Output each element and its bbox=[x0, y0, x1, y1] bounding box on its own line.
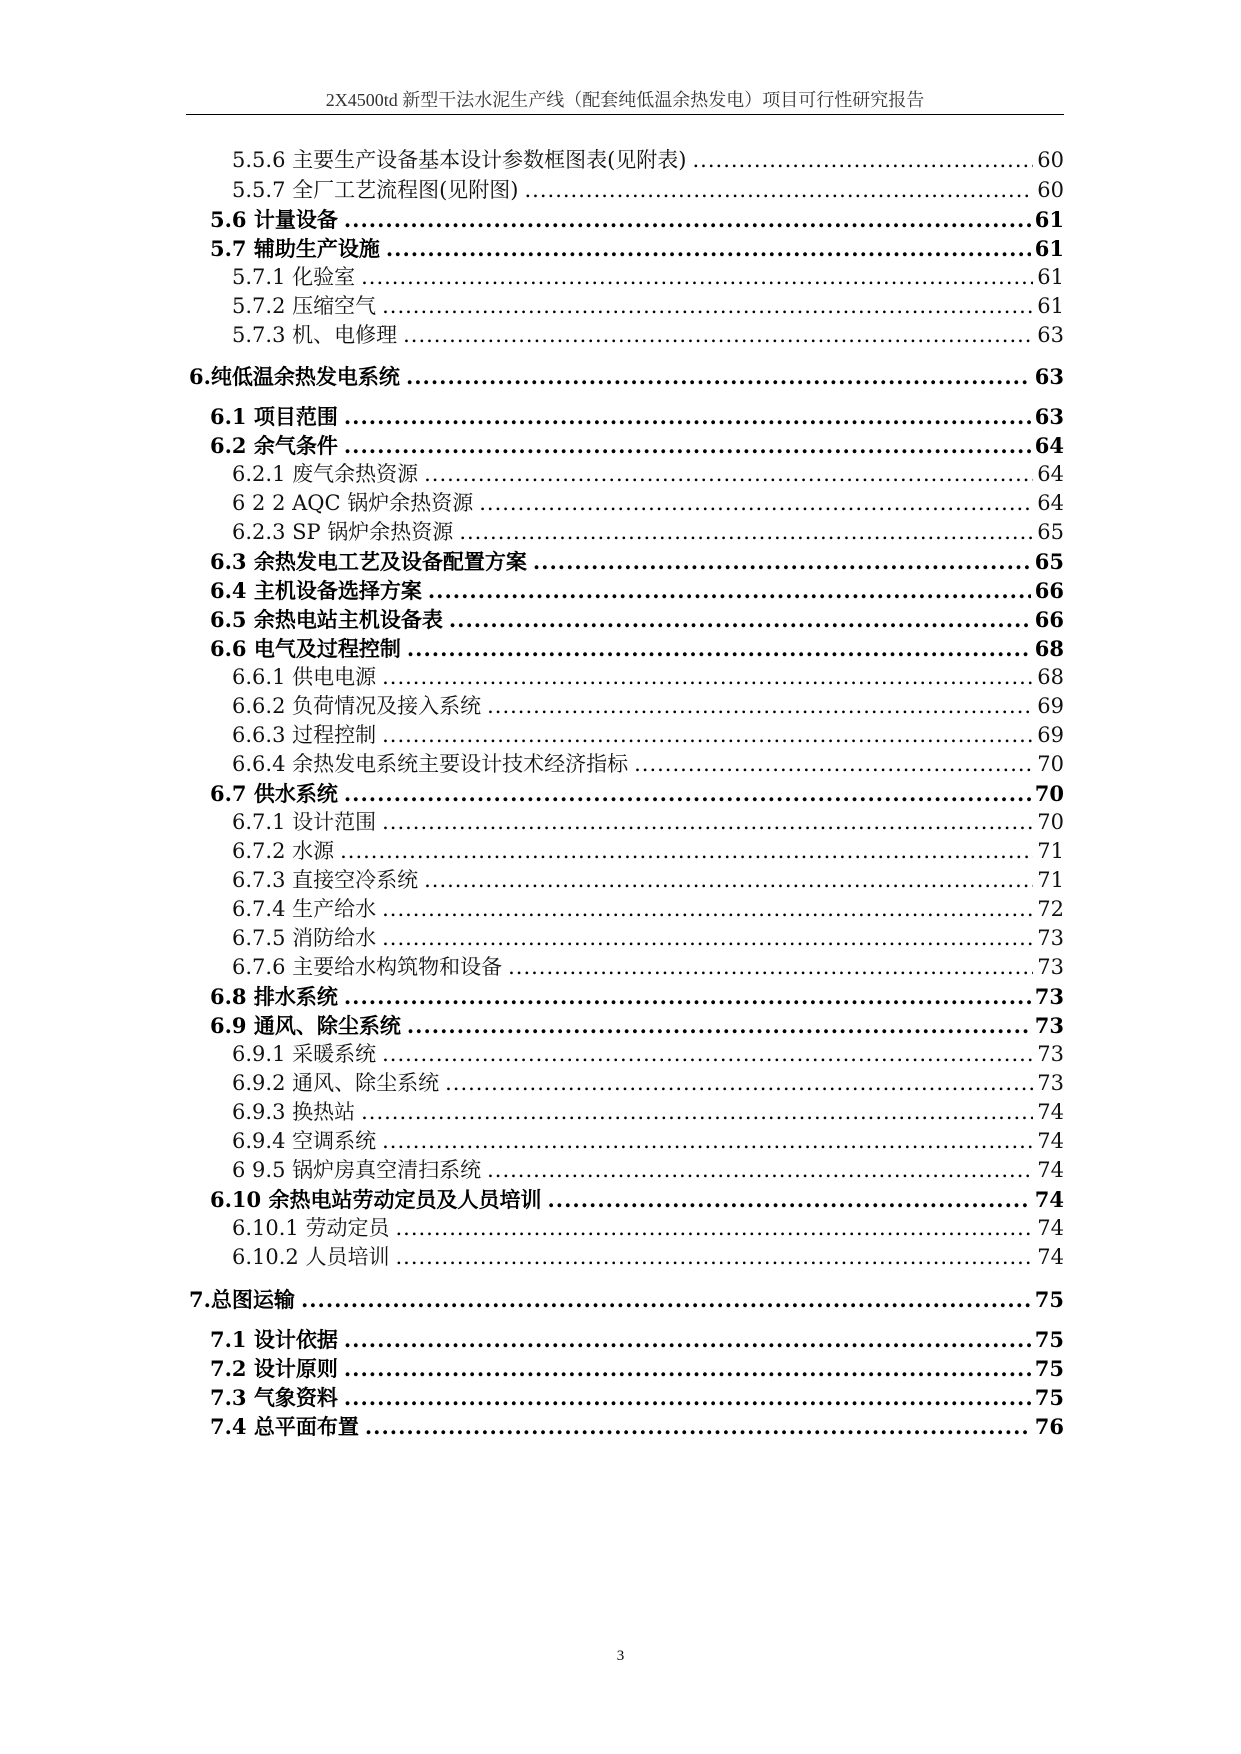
dot-leader bbox=[382, 1131, 1033, 1152]
dot-leader bbox=[340, 841, 1033, 862]
dot-leader bbox=[445, 1073, 1033, 1094]
toc-entry-page: 72 bbox=[1037, 897, 1064, 921]
toc-entry-label: 6.2 余气条件 bbox=[210, 433, 338, 458]
toc-entry-page: 73 bbox=[1037, 955, 1064, 979]
toc-entry-page: 75 bbox=[1034, 1356, 1064, 1381]
dot-leader bbox=[382, 667, 1033, 688]
toc-entry[interactable] bbox=[232, 1131, 1064, 1152]
toc-entry-page: 63 bbox=[1034, 404, 1064, 429]
toc-entry-page: 71 bbox=[1037, 868, 1064, 892]
page-number: 3 bbox=[616, 1648, 625, 1664]
dot-leader bbox=[403, 325, 1033, 346]
toc-entry-page: 63 bbox=[1034, 364, 1064, 389]
toc-entry-label: 6.8 排水系统 bbox=[210, 984, 338, 1009]
toc-entry[interactable] bbox=[189, 1289, 1064, 1310]
toc-entry-label: 5.7.1 化验室 bbox=[232, 265, 356, 289]
toc-entry-label: 5.5.6 主要生产设备基本设计参数框图表(见附表) bbox=[232, 148, 687, 172]
toc-entry[interactable] bbox=[210, 406, 1064, 427]
toc-entry-page: 61 bbox=[1034, 236, 1064, 261]
toc-entry-page: 66 bbox=[1034, 578, 1064, 603]
toc-entry[interactable] bbox=[232, 325, 1064, 346]
toc-entry-page: 74 bbox=[1037, 1100, 1064, 1124]
dot-leader bbox=[487, 1160, 1033, 1181]
toc-entry[interactable] bbox=[210, 638, 1064, 659]
dot-leader bbox=[395, 1218, 1033, 1239]
toc-entry[interactable] bbox=[232, 812, 1064, 833]
toc-entry-page: 61 bbox=[1037, 294, 1064, 318]
toc-entry-label: 6.1 项目范围 bbox=[210, 404, 338, 429]
toc-entry-label: 6.7.1 设计范围 bbox=[232, 810, 377, 834]
toc-entry[interactable] bbox=[232, 150, 1064, 171]
toc-entry-page: 66 bbox=[1034, 607, 1064, 632]
dot-leader bbox=[382, 296, 1033, 317]
dot-leader bbox=[479, 493, 1033, 514]
toc-entry-label: 6.9.1 采暖系统 bbox=[232, 1042, 377, 1066]
toc-entry-label: 5.7 辅助生产设施 bbox=[210, 236, 380, 261]
dot-leader bbox=[344, 986, 1031, 1007]
toc-entry[interactable] bbox=[232, 928, 1064, 949]
toc-entry-page: 69 bbox=[1037, 694, 1064, 718]
toc-entry-label: 6.2.1 废气余热资源 bbox=[232, 462, 419, 486]
dot-leader bbox=[365, 1416, 1031, 1437]
toc-entry[interactable] bbox=[210, 209, 1064, 230]
dot-leader bbox=[344, 783, 1031, 804]
toc-entry[interactable] bbox=[210, 986, 1064, 1007]
dot-leader bbox=[407, 1015, 1031, 1036]
toc-entry[interactable] bbox=[232, 1218, 1064, 1239]
toc-entry[interactable] bbox=[232, 296, 1064, 317]
toc-entry-label: 5.5.7 全厂工艺流程图(见附图) bbox=[232, 178, 519, 202]
dot-leader bbox=[424, 870, 1033, 891]
toc-entry-page: 75 bbox=[1034, 1287, 1064, 1312]
toc-entry-page: 70 bbox=[1037, 752, 1064, 776]
toc-entry[interactable] bbox=[232, 667, 1064, 688]
toc-entry-label: 6.7.4 生产给水 bbox=[232, 897, 377, 921]
dot-leader bbox=[487, 696, 1033, 717]
toc-entry-page: 65 bbox=[1037, 520, 1064, 544]
toc-entry[interactable] bbox=[210, 1387, 1064, 1408]
toc-entry-label: 6.7.5 消防给水 bbox=[232, 926, 377, 950]
toc-entry-label: 6.6.1 供电电源 bbox=[232, 665, 377, 689]
toc-entry-page: 76 bbox=[1034, 1414, 1064, 1439]
dot-leader bbox=[344, 209, 1031, 230]
toc-entry[interactable] bbox=[210, 1329, 1064, 1350]
dot-leader bbox=[525, 180, 1034, 201]
toc-entry-page: 69 bbox=[1037, 723, 1064, 747]
toc-entry[interactable] bbox=[232, 522, 1064, 543]
toc-entry-label: 7.2 设计原则 bbox=[210, 1356, 338, 1381]
toc-entry[interactable] bbox=[232, 1044, 1064, 1065]
toc-entry-label: 6.5 余热电站主机设备表 bbox=[210, 607, 443, 632]
toc-entry-label: 7.3 气象资料 bbox=[210, 1385, 338, 1410]
toc-entry[interactable] bbox=[210, 580, 1064, 601]
toc-entry[interactable] bbox=[210, 783, 1064, 804]
dot-leader bbox=[344, 435, 1031, 456]
toc-entry-label: 6.7 供水系统 bbox=[210, 781, 338, 806]
toc-entry-page: 64 bbox=[1037, 491, 1064, 515]
toc-entry-page: 71 bbox=[1037, 839, 1064, 863]
toc-entry[interactable] bbox=[210, 1358, 1064, 1379]
dot-leader bbox=[382, 928, 1033, 949]
toc-entry-label: 6.10 余热电站劳动定员及人员培训 bbox=[210, 1187, 542, 1212]
dot-leader bbox=[382, 1044, 1033, 1065]
toc-entry[interactable] bbox=[232, 493, 1064, 514]
toc-entry[interactable] bbox=[232, 754, 1064, 775]
toc-entry[interactable] bbox=[210, 609, 1064, 630]
dot-leader bbox=[386, 238, 1031, 259]
dot-leader bbox=[344, 1329, 1031, 1350]
toc-entry-page: 73 bbox=[1034, 1013, 1064, 1038]
toc-entry-label: 6 2 2 AQC 锅炉余热资源 bbox=[232, 491, 474, 515]
toc-entry-page: 73 bbox=[1034, 984, 1064, 1009]
toc-entry-page: 61 bbox=[1034, 207, 1064, 232]
toc-entry[interactable] bbox=[210, 551, 1064, 572]
toc-entry-page: 74 bbox=[1037, 1158, 1064, 1182]
toc-entry-label: 6.10.1 劳动定员 bbox=[232, 1216, 390, 1240]
toc-entry-label: 6.7.6 主要给水构筑物和设备 bbox=[232, 955, 503, 979]
dot-leader bbox=[459, 522, 1033, 543]
toc-entry-label: 6.纯低温余热发电系统 bbox=[189, 364, 400, 389]
dot-leader bbox=[361, 267, 1033, 288]
toc-entry-label: 6 9.5 锅炉房真空清扫系统 bbox=[232, 1158, 482, 1182]
toc-entry-label: 6.9.2 通风、除尘系统 bbox=[232, 1071, 440, 1095]
toc-entry-page: 74 bbox=[1037, 1216, 1064, 1240]
toc-entry[interactable] bbox=[232, 870, 1064, 891]
dot-leader bbox=[533, 551, 1031, 572]
toc-entry[interactable] bbox=[232, 696, 1064, 717]
toc-entry-label: 6.6 电气及过程控制 bbox=[210, 636, 401, 661]
toc-entry[interactable] bbox=[210, 238, 1064, 259]
toc-entry-label: 6.7.2 水源 bbox=[232, 839, 335, 863]
toc-entry-page: 70 bbox=[1037, 810, 1064, 834]
toc-entry-page: 73 bbox=[1037, 1042, 1064, 1066]
dot-leader bbox=[344, 406, 1031, 427]
toc-entry[interactable] bbox=[232, 725, 1064, 746]
toc-entry[interactable] bbox=[210, 435, 1064, 456]
dot-leader bbox=[344, 1387, 1031, 1408]
toc-entry[interactable] bbox=[232, 1160, 1064, 1181]
toc-entry[interactable] bbox=[210, 1189, 1064, 1210]
toc-entry-label: 7.1 设计依据 bbox=[210, 1327, 338, 1352]
running-header: 2X4500td 新型干法水泥生产线（配套纯低温余热发电）项目可行性研究报告 bbox=[325, 90, 925, 110]
toc-entry-page: 68 bbox=[1034, 636, 1064, 661]
toc-entry-page: 61 bbox=[1037, 265, 1064, 289]
toc-entry[interactable] bbox=[232, 841, 1064, 862]
toc-entry-label: 6.9.3 换热站 bbox=[232, 1100, 356, 1124]
toc-entry[interactable] bbox=[232, 267, 1064, 288]
dot-leader bbox=[634, 754, 1033, 775]
toc-entry-page: 73 bbox=[1037, 926, 1064, 950]
toc-entry-label: 6.6.2 负荷情况及接入系统 bbox=[232, 694, 482, 718]
dot-leader bbox=[395, 1247, 1033, 1268]
dot-leader bbox=[547, 1189, 1030, 1210]
toc-entry-label: 6.2.3 SP 锅炉余热资源 bbox=[232, 520, 454, 544]
dot-leader bbox=[406, 366, 1031, 387]
toc-entry-label: 6.9 通风、除尘系统 bbox=[210, 1013, 401, 1038]
toc-entry-label: 6.6.3 过程控制 bbox=[232, 723, 377, 747]
dot-leader bbox=[508, 957, 1033, 978]
toc-entry-label: 6.7.3 直接空冷系统 bbox=[232, 868, 419, 892]
toc-entry-page: 60 bbox=[1037, 178, 1064, 202]
toc-entry-page: 63 bbox=[1037, 323, 1064, 347]
toc-entry[interactable] bbox=[232, 1073, 1064, 1094]
toc-entry[interactable] bbox=[210, 1416, 1064, 1437]
toc-entry-page: 68 bbox=[1037, 665, 1064, 689]
toc-entry-label: 6.4 主机设备选择方案 bbox=[210, 578, 422, 603]
toc-entry[interactable] bbox=[232, 1247, 1064, 1268]
toc-entry-page: 74 bbox=[1037, 1129, 1064, 1153]
toc-entry[interactable] bbox=[232, 180, 1064, 201]
dot-leader bbox=[382, 812, 1033, 833]
dot-leader bbox=[301, 1289, 1031, 1310]
toc-entry-label: 7.4 总平面布置 bbox=[210, 1414, 359, 1439]
dot-leader bbox=[428, 580, 1031, 601]
toc-entry-page: 70 bbox=[1034, 781, 1064, 806]
dot-leader bbox=[382, 725, 1033, 746]
toc-entry-page: 73 bbox=[1037, 1071, 1064, 1095]
toc-entry-label: 5.6 计量设备 bbox=[210, 207, 338, 232]
toc-entry[interactable] bbox=[232, 1102, 1064, 1123]
dot-leader bbox=[382, 899, 1033, 920]
toc-entry-label: 5.7.3 机、电修理 bbox=[232, 323, 398, 347]
toc-entry-label: 6.6.4 余热发电系统主要设计技术经济指标 bbox=[232, 752, 629, 776]
toc-entry-page: 75 bbox=[1034, 1385, 1064, 1410]
toc-entry-page: 65 bbox=[1034, 549, 1064, 574]
toc-entry-label: 6.10.2 人员培训 bbox=[232, 1245, 390, 1269]
dot-leader bbox=[424, 464, 1033, 485]
toc-entry-label: 5.7.2 压缩空气 bbox=[232, 294, 377, 318]
toc-entry-label: 7.总图运输 bbox=[189, 1287, 295, 1312]
toc-entry[interactable] bbox=[189, 366, 1064, 387]
dot-leader bbox=[449, 609, 1031, 630]
dot-leader bbox=[407, 638, 1031, 659]
toc-entry[interactable] bbox=[232, 464, 1064, 485]
toc-entry-page: 60 bbox=[1037, 148, 1064, 172]
toc-entry-page: 64 bbox=[1037, 462, 1064, 486]
toc-entry-label: 6.3 余热发电工艺及设备配置方案 bbox=[210, 549, 527, 574]
dot-leader bbox=[344, 1358, 1031, 1379]
toc-entry-page: 74 bbox=[1037, 1245, 1064, 1269]
toc-entry-page: 75 bbox=[1034, 1327, 1064, 1352]
toc-entry[interactable] bbox=[210, 1015, 1064, 1036]
toc-entry[interactable] bbox=[232, 957, 1064, 978]
dot-leader bbox=[361, 1102, 1033, 1123]
toc-entry-page: 74 bbox=[1034, 1187, 1064, 1212]
toc-entry-page: 64 bbox=[1034, 433, 1064, 458]
toc-entry-label: 6.9.4 空调系统 bbox=[232, 1129, 377, 1153]
toc-entry[interactable] bbox=[232, 899, 1064, 920]
dot-leader bbox=[693, 150, 1034, 171]
